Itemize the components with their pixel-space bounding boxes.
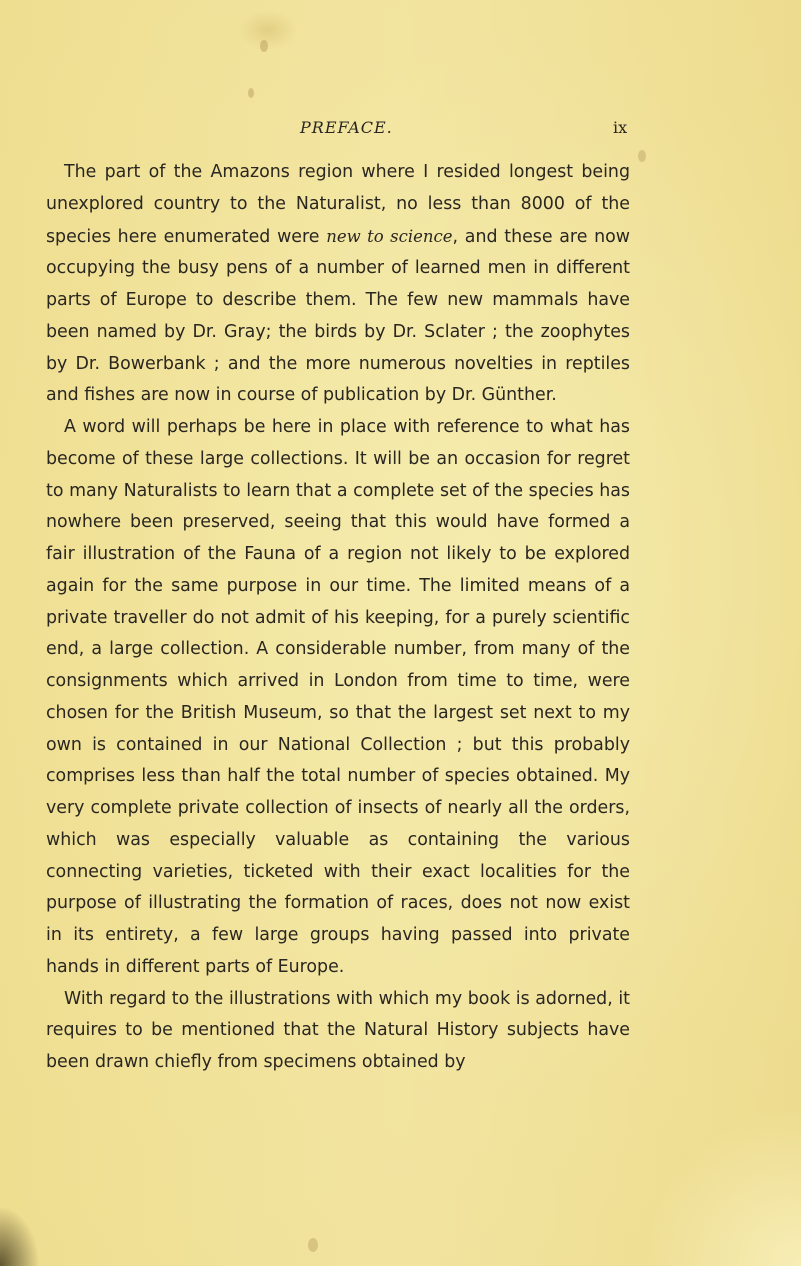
paper-stain <box>238 10 298 50</box>
paper-speck <box>308 1238 318 1252</box>
italic-phrase: new to science <box>326 226 453 246</box>
paragraph-text: , and these are now occupying the busy pens of a number of learned men in different parts of Europe to describe them. The few new mammals have been named by Dr. Gray; the birds by Dr. Sclater ; the zoophytes by Dr. Bowerbank ; and the more numerous novelties in reptiles and fishes are now in course of publication by Dr. Günther. <box>46 226 631 406</box>
page-header <box>0 118 801 142</box>
paragraph: A word will perhaps be here in place with reference to what has become of these large collections. It will be an occasion for regret to many Naturalists to learn that a complete set of the species has nowhere been preserved, seeing that this would have formed a fair illustration of the Fauna of a region not likely to be explored again for the same purpose in our time. The limited means of a private traveller do not admit of his keeping, for a purely scientific end, a large collection. A considerable number, from many of the consignments which arrived in London from time to time, were chosen for the British Museum, so that the largest set next to my own is contained in our National Collection ; but this probably comprises less than half the total number of species obtained. My very complete private collection of insects of nearly all the orders, which was especially valuable as containing the various connecting varieties, ticketed with their exact localities for the purpose of illustrating the formation of races, does not now exist in its entirety, a few large groups having passed into private hands in different parts of Europe. <box>46 417 630 977</box>
paper-highlight <box>641 1106 801 1266</box>
paper-speck <box>260 40 268 52</box>
paper-speck <box>248 88 254 98</box>
paper-speck <box>638 150 646 162</box>
running-head: PREFACE. <box>300 118 393 137</box>
paragraph <box>46 157 630 412</box>
paper-smudge <box>0 1206 40 1266</box>
body-text <box>46 157 630 1079</box>
paragraph: With regard to the illustrations with which my book is adorned, it requires to be mentioned that the Natural History subjects have been drawn chiefly from specimens obtained by <box>46 988 630 1072</box>
page-number: ix <box>613 118 628 137</box>
paragraph-text: The part of the Amazons region where I resided longest being unexplored country to the Naturalist, no less than 8000 of the species here enumerated were <box>46 162 630 247</box>
